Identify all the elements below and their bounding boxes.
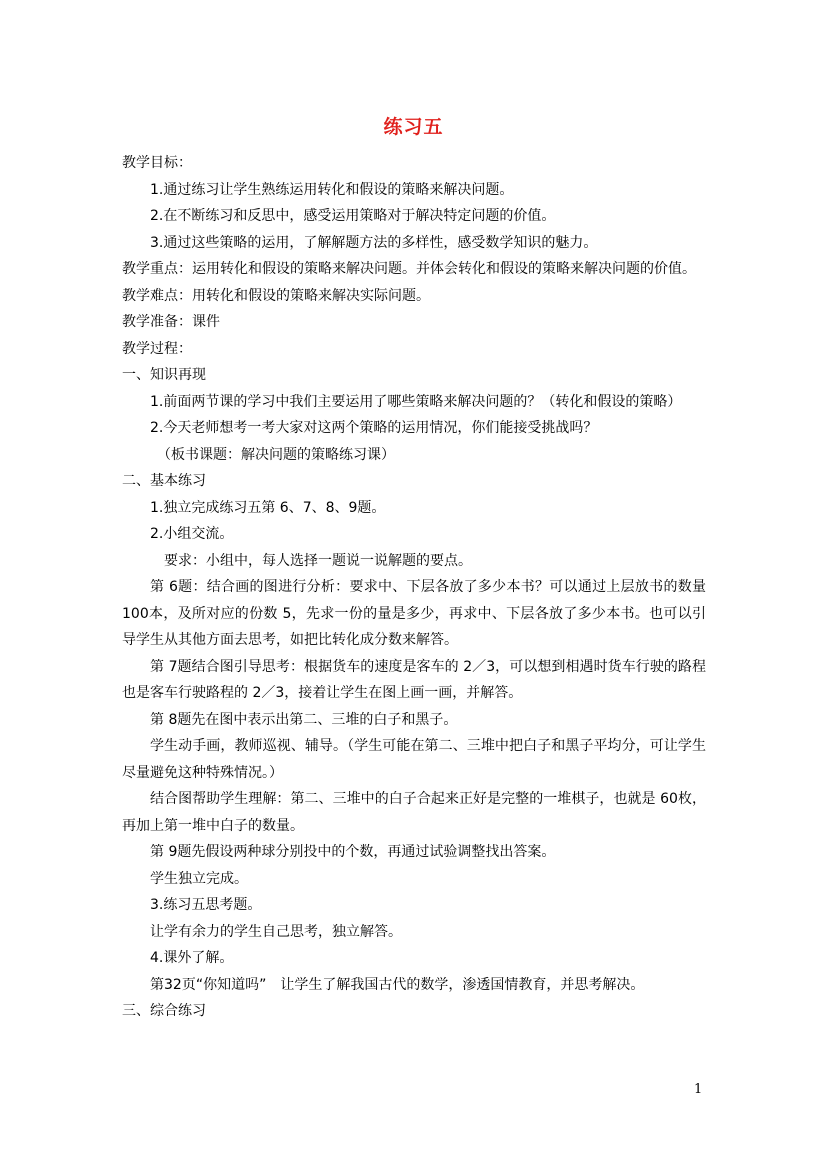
text-line-q9: 第 9题先假设两种球分别投中的个数，再通过试验调整找出答案。 [150, 844, 556, 860]
text-line-s2-item-3-detail: 让学有余力的学生自己思考，独立解答。 [150, 923, 402, 940]
text-line-q6: 第 6题：结合画的图进行分析：要求中、下层各放了多少本书？可以通过上层放书的数量100本，及所对应的份数 5，先求一份的量是多少，再求中、下层各放了多少本书。也可以引导学生从其他方面去思考，如把比转化成分数来解答。 [122, 579, 706, 648]
text-line-goals-heading: 教学目标： [122, 155, 192, 171]
text-line-goal-2: 2.在不断练习和反思中，感受运用策略对于解决特定问题的价值。 [150, 208, 556, 224]
text-line-preparation: 教学准备：课件 [122, 314, 220, 330]
text-line-s2-item-2: 2.小组交流。 [150, 526, 234, 542]
text-line-goal-3: 3.通过这些策略的运用，了解解题方法的多样性，感受数学知识的魅力。 [150, 234, 598, 251]
text-line-process-heading: 教学过程： [122, 340, 192, 357]
text-line-s1-board: （板书课题：解决问题的策略练习课） [157, 446, 395, 463]
page-number: 1 [694, 1082, 703, 1097]
text-line-key-points: 教学重点：运用转化和假设的策略来解决问题。并体会转化和假设的策略来解决问题的价值。 [122, 261, 696, 277]
text-line-s1-item-1: 1.前面两节课的学习中我们主要运用了哪些策略来解决问题的？（转化和假设的策略） [150, 393, 682, 410]
text-line-q7: 第 7题结合图引导思考：根据货车的速度是客车的 2／3，可以想到相遇时货车行驶的路程也是客车行驶路程的 2／3，接着让学生在图上画一画，并解答。 [122, 658, 706, 701]
text-line-section-2: 二、基本练习 [122, 473, 206, 489]
text-line-s2-item-4: 4.课外了解。 [150, 950, 234, 966]
text-line-s1-item-2: 2.今天老师想考一考大家对这两个策略的运用情况，你们能接受挑战吗？ [150, 420, 598, 436]
text-line-section-3: 三、综合练习 [122, 1003, 206, 1019]
text-line-difficulties: 教学难点：用转化和假设的策略来解决实际问题。 [122, 287, 430, 304]
text-line-section-1: 一、知识再现 [122, 367, 206, 383]
text-line-q8-help: 结合图帮助学生理解：第二、三堆中的白子合起来正好是完整的一堆棋子，也就是 60枚，再加上第一堆中白子的数量。 [122, 791, 706, 834]
text-line-q9-activity: 学生独立完成。 [150, 870, 248, 887]
text-line-q8: 第 8题先在图中表示出第二、三堆的白子和黑子。 [150, 711, 458, 728]
text-line-s2-item-4-detail: 第32页“你知道吗” 让学生了解我国古代的数学，渗透国情教育，并思考解决。 [150, 976, 645, 993]
document-title: 练习五 [383, 116, 444, 138]
text-line-q8-activity: 学生动手画，教师巡视、辅导。（学生可能在第二、三堆中把白子和黑子平均分，可让学生尽量避免这种特殊情况。） [122, 738, 706, 781]
text-line-s2-item-1: 1.独立完成练习五第 6、7、8、9题。 [150, 499, 386, 516]
text-line-goal-1: 1.通过练习让学生熟练运用转化和假设的策略来解决问题。 [150, 181, 514, 198]
text-line-s2-item-3: 3.练习五思考题。 [150, 897, 262, 913]
document-body [122, 150, 706, 1025]
text-line-s2-requirement: 要求：小组中，每人选择一题说一说解题的要点。 [164, 552, 472, 569]
